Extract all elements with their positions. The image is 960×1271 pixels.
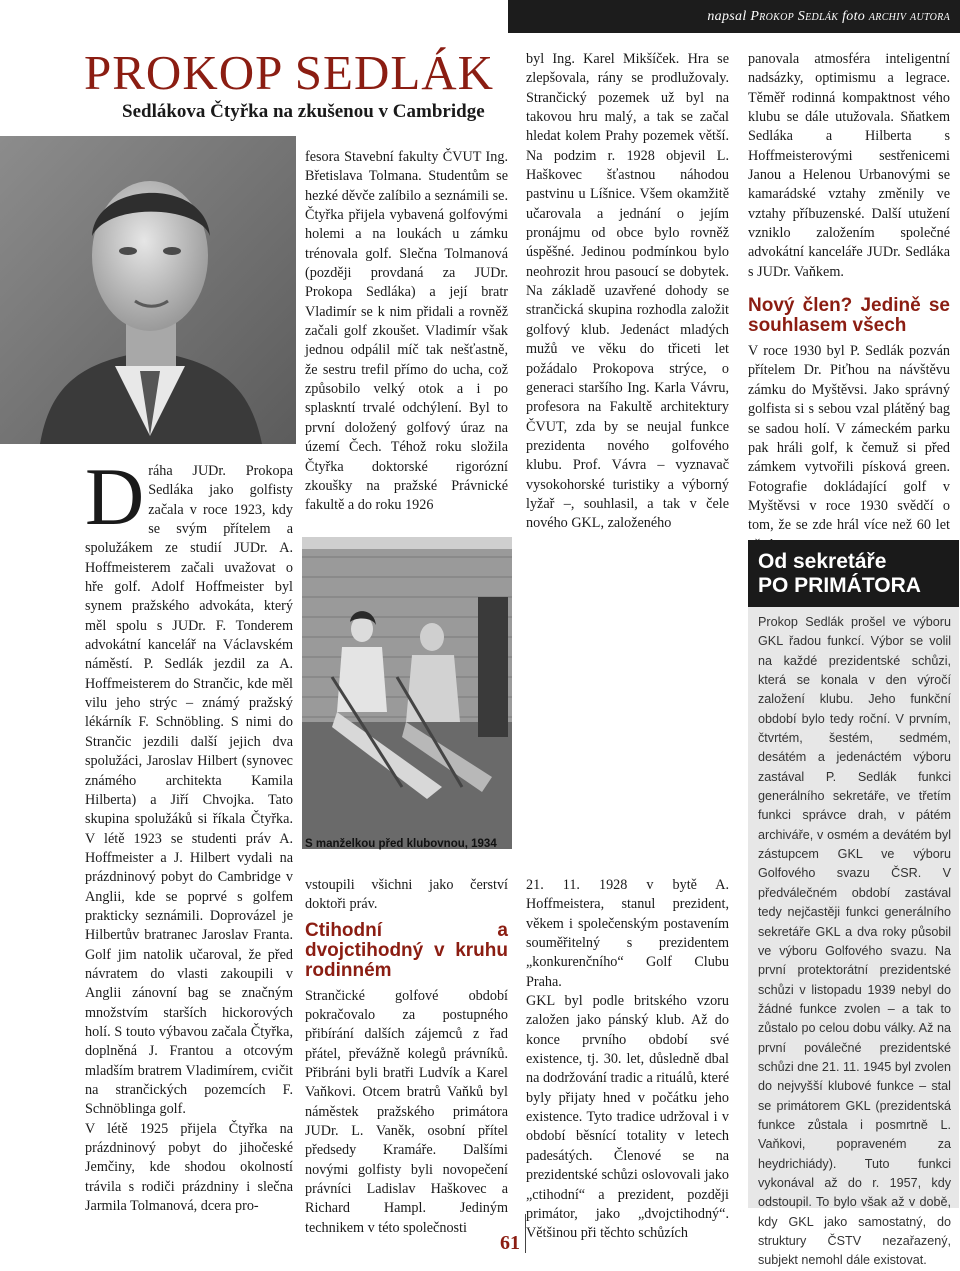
drop-cap: D bbox=[85, 451, 145, 542]
photo-caption: S manželkou před klubovnou, 1934 bbox=[305, 838, 497, 850]
portrait-photo bbox=[0, 136, 296, 444]
couple-photo bbox=[302, 537, 512, 849]
byline-prefix: napsal bbox=[707, 9, 747, 24]
byline-bar bbox=[508, 0, 960, 33]
section-heading-new-member: Nový člen? Jedině se souhlasem všech bbox=[748, 295, 950, 337]
col2-paragraph-3: Strančické golfové období pokračovalo za postupného přibírání dalších zájemců z řad přátel, převážně kolegů právníků. Přibráni byli bratři Ludvík a Karel Vaňkovi. Otcem bratrů Vaňků byl náměstek pražského primátora JUDr. L. Vaněk, osobní přítel předsedy Kramáře. Dalšími novými golfisty byli novopečení právníci Ladislav Haškovec a Richard Hampl. Jediným technikem v této společnosti bbox=[305, 987, 508, 1236]
column-1 bbox=[85, 451, 293, 1216]
sidebar-heading-line-2: PO PRIMÁTORA bbox=[758, 574, 921, 597]
col3-paragraph-3: GKL byl podle britského vzoru založen jako pánský klub. Až do konce prvního období své existence, tj. 30. let, důsledně dbal na dodržování tradic a rituálů, které byly přijaty hned v počátku jeho existence. Tyto tradice udržoval i v období běsnící totality v letech padesátých. Členové se na prezidentské schůzi oslovovali jako „ctihodní“ a prezident, později primátor, jako „dvojctihodný“. Většinou při těchto schůzích bbox=[526, 993, 729, 1242]
column-4 bbox=[748, 50, 950, 555]
page-divider bbox=[525, 1214, 526, 1253]
col3-paragraph-2: 21. 11. 1928 v bytě A. Hoffmeistera, stanul prezident, věkem i společenským postavením souměřitelný s prezidentem „konkurenčního“ Golf Clubu Praha. bbox=[526, 877, 729, 990]
article-title: PROKOP SEDLÁK bbox=[84, 45, 495, 100]
col4-paragraph-2: V roce 1930 byl P. Sedlák pozván přítelem Dr. Piťhou na návštěvu zámku do Myštěvsi. Jako správný golfista si s sebou vzal plátěný bag se sadou holí. V zámeckém parku pak hráli golf, k čemuž si před zámkem vytvořili písková green. Fotografie dokládající golf v Myštěvsi v roce 1930 svědčí o tom, že se zde hrál více než 60 let bbox=[748, 343, 950, 534]
col2-paragraph-1: fesora Stavební fakulty ČVUT Ing. Břetislava Tolmana. Studentům se hezké děvče zalíbilo a seznámili se. Čtyřka přijela vybavená golfovými holemi a na loukách u zámku trénovala golf. Slečna Tolmanová (později provdaná za JUDr. Prokopa Sedláka) a její bratr Vladimír se k nim přidali a rovněž začali golf zkoušet. Vladimír však jednou odpálil míč tak nešťastně, že sestru trefil přímo do ucha, což způsobilo velký otok a i po splaskntí trvalé odchýlení. Byl to první doložený golfový úraz na území Čech. Téhož roku složila Čtyřka doktorské rigorózní zkoušky na pražské Právnické fakultě a do roku 1926 bbox=[305, 149, 508, 514]
page-number: 61 bbox=[500, 1232, 520, 1254]
column-3-bottom bbox=[526, 876, 729, 1244]
col1-paragraph-1: ráha JUDr. Prokopa Sedláka jako golfisty začala v roce 1923, kdy se svým přítelem a spolužákem ze studií JUDr. A. Hoffmeisterem začali uvažovat o hře golf. Adolf Hoffmeister byl synem pražského advokáta, který měl spolu s JUDr. F. Tonderem advokátní kancelář na Václavském náměstí. P. Sedlák jezdil za A. Hoffmeisterem do Strančic, kde měl vilu jeho strýc – známý pražský lékárník F. Schnöbling. S nimi do Strančic jezdili další jejich dva spolužáci, Jaroslav Hilbert (synovec známého architekta Kamila Hilberta) a Jiří Chvojka. Tato skupina spolužáků si říkala Čtyřka. V létě 1923 se studenti práv A. Hoffmeister a J. Hilbert vydali na prázdninový pobyt do Cambridge v Anglii, kde se poprvé s golfem prakticky seznámili. Doprovázel je Hilbertův bratranec Jaroslav Franta. Golf jim natolik učaroval, že před návratem do vlasti zakoupili v Anglii zánovní bag se značným množstvím starších hickorových holí. S touto výbavou začala Čtyřka, doplněná J. Frantou a otcovým mladším bratrem Vladimírem, cvičit na strančických pozemcích F. Schnöblinga golf. bbox=[85, 463, 293, 1118]
column-2-bottom bbox=[305, 876, 508, 1238]
col4-paragraph-1: panovala atmosféra inteligentní nadsázky, optimismu a legrace. Těměř rodinná kompaktnost vého klubu se dále utužovala. Sňatkem Sedláka a Hilberta s Hoffmeisterovými sestřenicemi Janou a Helenou Urbanovými se kamarádské vztahy změnily ve vztahy příbuzenské. Další utužení vzniklo založením společné advokátní kanceláře JUDr. Sedláka s JUDr. Vaňkem. bbox=[748, 51, 950, 280]
column-3-top bbox=[526, 50, 729, 534]
sidebar-box bbox=[748, 540, 959, 1268]
byline-mid: foto bbox=[842, 9, 866, 24]
col1-paragraph-2: V létě 1925 přijela Čtyřka na prázdninový pobyt do jihočeské Jemčiny, kde shodou okolností trávila s rodiči prázdniny i slečna Jarmila Tolmanová, dcera pro- bbox=[85, 1120, 293, 1215]
col3-paragraph-1: byl Ing. Karel Mikšíček. Hra se zlepšovala, rány se prodlužovaly. Strančický pozemek už byl na takovou hru malý, a tak se začal hledat kolem Prahy pozemek větší. Na podzim r. 1928 objevil L. Haškovec šťastnou náhodou pastvinu u Líšnice. Všem okamžitě učarovala a jednání o jejím pronájmu od obce bylo rovněž úspěšné. Jedinou podmínkou bylo neohrozit hrou pasoucí se dobytek. Na základě uzavřené dohody se strančická skupina rozhodla založit golfový klub. Jedenáct mladých mužů ve věku do třiceti let požádalo Prokopova strýce, o generaci staršího Ing. Karla Vávru, profesora na Fakultě architektury ČVUT, zda by se neujal funkce prezidenta nového golfového klubu. Prof. Vávra – vyznavač vysokohorské turistiky a výborný lyžař –, souhlasil, a tak v čele nového GKL, založeného bbox=[526, 51, 729, 532]
column-2-top bbox=[305, 148, 508, 516]
byline-author: Prokop Sedlák bbox=[750, 9, 839, 24]
byline-photo-credit: archiv autora bbox=[868, 9, 950, 24]
sidebar-heading bbox=[748, 540, 959, 607]
col2-paragraph-2: vstoupili všichni jako čerství doktoři práv. bbox=[305, 877, 508, 913]
section-heading-family: Ctihodní a dvojctihodný v kruhu rodinném bbox=[305, 919, 508, 981]
sidebar-body: Prokop Sedlák prošel ve výboru GKL řadou funkcí. Výbor se volil na každé prezidentské schůzi, která se konala v den výročí založení klubu. Jeho funkční období bylo tedy roční. V prvním, čtvrtém, šestém, sedmém, desátém a jedenáctém výboru zastával P. Sedlák funkci generálního sekretáře, ve třetím funkci správce drah, v pátém archiváře, v osmém a devátém byl zástupcem GKL ve výboru Golfového svazu ČSR. V předválečném období zastával tedy nejčastěji funkci generálního sekretáře GKL a dva roky působil ve výboru Golfového svazu. Na první protektorátní prezidentské schůzi v listopadu 1939 nebyl do žádné funkce zvolen – a tak to zůstalo po celou dobu války. Až na první poválečné prezidentské schůzi dne 21. 11. 1945 byl zvolen do nejvyšší klubové funkce – stal se primátorem GKL (prezidentská funkce zůstala i posmrtně L. Vaňkovi, popraveném za heydrichiády). Tuto funkci vykonával až do r. 1957, kdy odstoupil. To bylo však až v době, kdy GKL jako samostatný, do struktury ČSTV nezařazený, subjekt nemohl dále existovat. bbox=[758, 615, 951, 1268]
sidebar-heading-line-1: Od sekretáře bbox=[758, 550, 887, 573]
article-subtitle: Sedlákova Čtyřka na zkušenou v Cambridge bbox=[122, 101, 485, 122]
